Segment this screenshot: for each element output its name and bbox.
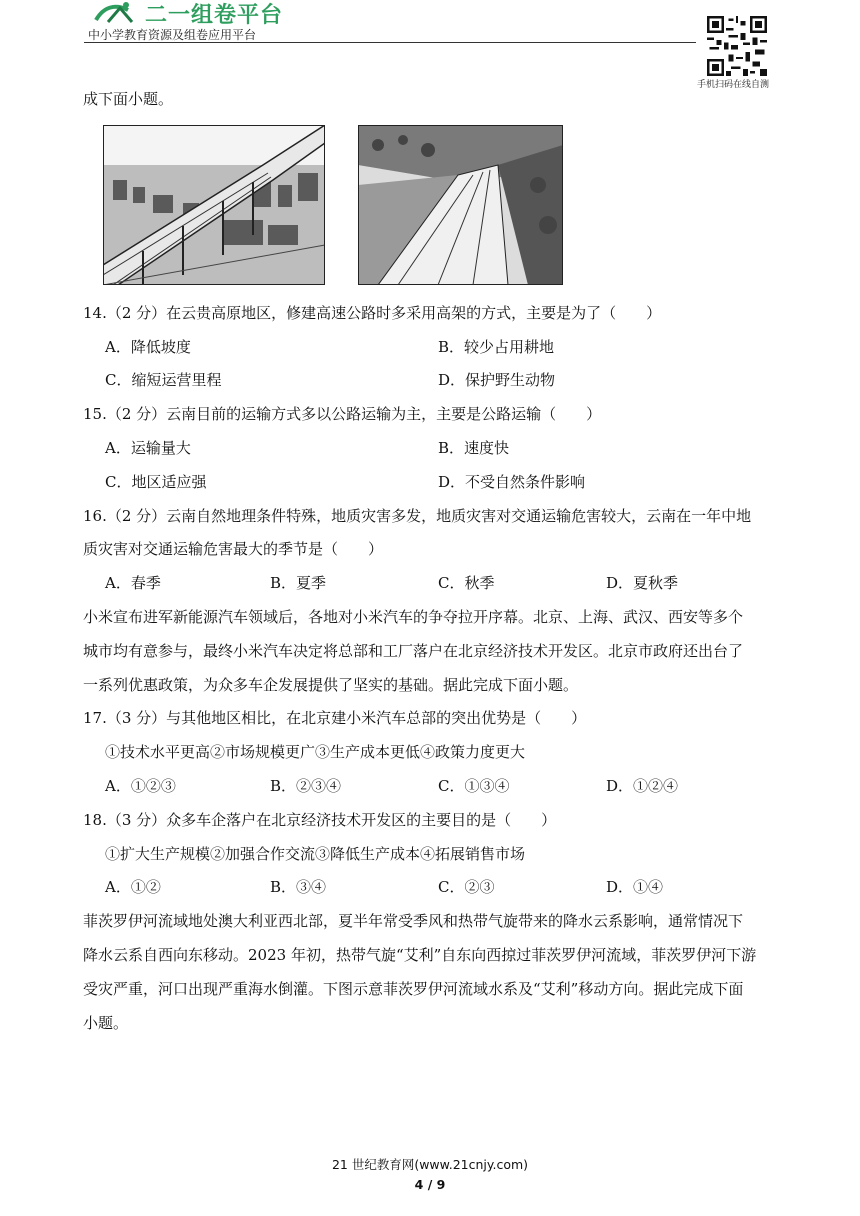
q17-option-c[interactable]: C．①③④ (438, 777, 510, 795)
q17-option-b[interactable]: B．②③④ (270, 777, 342, 795)
q14-option-c[interactable]: C．缩短运营里程 (105, 371, 222, 389)
passage-tail: 成下面小题。 (83, 90, 174, 108)
passage-3-line-3: 受灾严重，河口出现严重海水倒灌。下图示意菲茨罗伊河流域水系及“艾利”移动方向。据此完成下面 (83, 980, 744, 998)
q18-option-b[interactable]: B．③④ (270, 878, 327, 896)
q18-option-c[interactable]: C．②③ (438, 878, 495, 896)
elevated-highway-photo (103, 125, 325, 285)
question-15-stem: 15.（2 分）云南目前的运输方式多以公路运输为主，主要是公路运输（ ） (83, 405, 602, 423)
passage-2-line-2: 城市均有意参与，最终小米汽车决定将总部和工厂落户在北京经济技术开发区。北京市政府还出台了 (83, 642, 744, 660)
passage-2-line-1: 小米宣布进军新能源汽车领域后，各地对小米汽车的争夺拉开序幕。北京、上海、武汉、西安等多个 (83, 608, 744, 626)
passage-3-line-4: 小题。 (83, 1014, 129, 1032)
passage-3-line-1: 菲茨罗伊河流域地处澳大利亚西北部，夏半年常受季风和热带气旋带来的降水云系影响，通常情况下 (83, 912, 744, 930)
q16-option-c[interactable]: C．秋季 (438, 574, 495, 592)
q18-option-a[interactable]: A．①② (105, 878, 161, 896)
question-16-stem-line-2: 质灾害对交通运输危害最大的季节是（ ） (83, 540, 384, 558)
q17-option-a[interactable]: A．①②③ (105, 777, 176, 795)
q14-option-a[interactable]: A．降低坡度 (105, 338, 191, 356)
q15-option-c[interactable]: C．地区适应强 (105, 473, 207, 491)
q16-option-d[interactable]: D．夏秋季 (606, 574, 679, 592)
q16-option-a[interactable]: A．春季 (105, 574, 161, 592)
q16-option-b[interactable]: B．夏季 (270, 574, 327, 592)
q17-statements: ①技术水平更高②市场规模更广③生产成本更低④政策力度更大 (105, 743, 526, 761)
header-divider (84, 42, 696, 43)
highway-photo (358, 125, 563, 285)
q17-option-d[interactable]: D．①②④ (606, 777, 679, 795)
question-17-stem: 17.（3 分）与其他地区相比，在北京建小米汽车总部的突出优势是（ ） (83, 709, 587, 727)
passage-3-line-2: 降水云系自西向东移动。2023 年初，热带气旋“艾利”自东向西掠过菲茨罗伊河流域，菲茨罗伊河下游 (83, 946, 757, 964)
question-14-stem: 14.（2 分）在云贵高原地区，修建高速公路时多采用高架的方式，主要是为了（ ） (83, 304, 662, 322)
q15-option-b[interactable]: B．速度快 (438, 439, 510, 457)
q18-option-d[interactable]: D．①④ (606, 878, 664, 896)
passage-2-line-3: 一系列优惠政策，为众多车企发展提供了坚实的基础。据此完成下面小题。 (83, 676, 579, 694)
logo-text: 二一组卷平台 (145, 3, 284, 28)
qr-code-icon[interactable] (707, 16, 767, 76)
q18-statements: ①扩大生产规模②加强合作交流③降低生产成本④拓展销售市场 (105, 845, 526, 863)
page-number: 4 / 9 (414, 1177, 446, 1192)
footer-source[interactable]: 21 世纪教育网(www.21cnjy.com) (331, 1157, 529, 1172)
q15-option-a[interactable]: A．运输量大 (105, 439, 191, 457)
q15-option-d[interactable]: D．不受自然条件影响 (438, 473, 586, 491)
platform-subtitle: 中小学教育资源及组卷应用平台 (88, 28, 257, 42)
question-16-stem-line-1: 16.（2 分）云南自然地理条件特殊，地质灾害多发，地质灾害对交通运输危害较大，云南在一年中地 (83, 507, 752, 525)
question-18-stem: 18.（3 分）众多车企落户在北京经济技术开发区的主要目的是（ ） (83, 811, 557, 829)
qr-caption: 手机扫码在线自测 (697, 80, 770, 90)
q14-option-b[interactable]: B．较少占用耕地 (438, 338, 555, 356)
q14-option-d[interactable]: D．保护野生动物 (438, 371, 556, 389)
